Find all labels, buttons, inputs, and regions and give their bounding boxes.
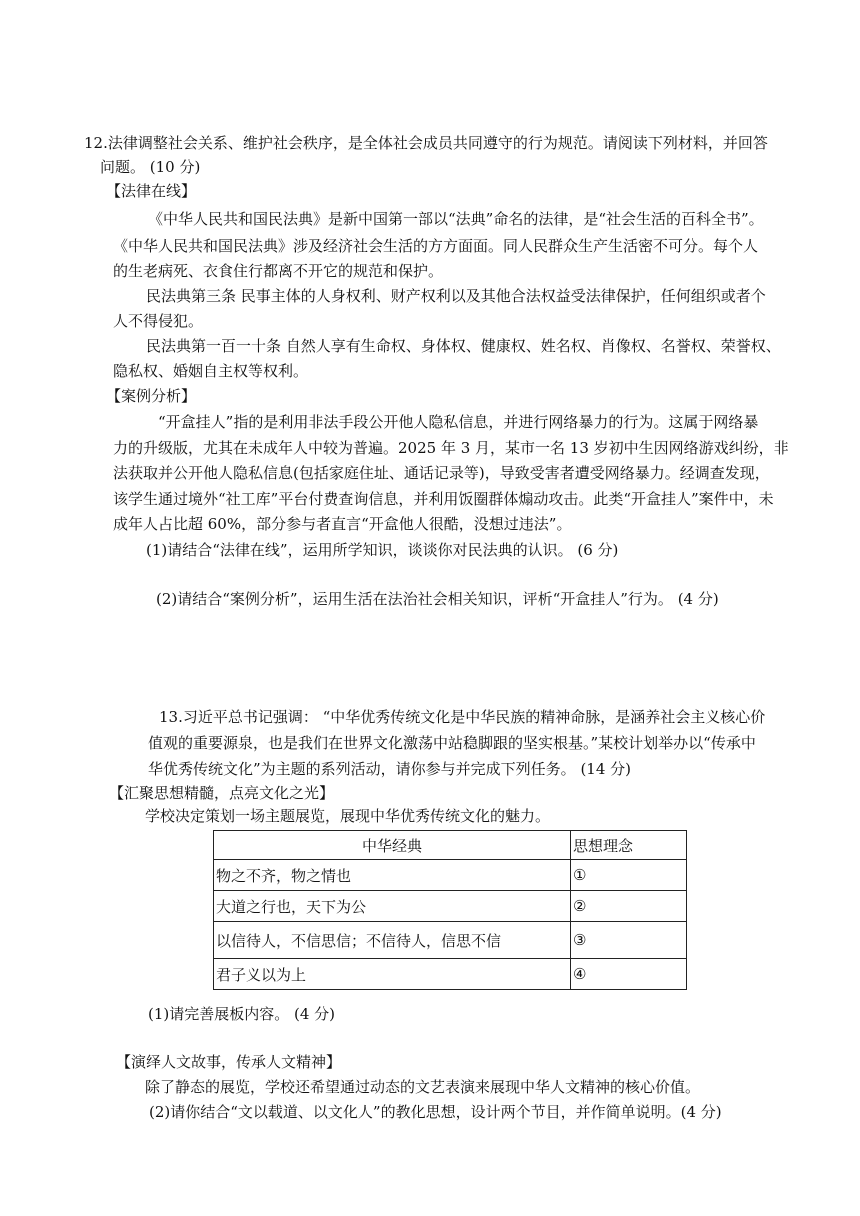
- q12-subquestion2: (2)请结合“案例分析”，运用生活在法治社会相关知识，评析“开盒挂人”行为。 (4 分): [156, 590, 719, 608]
- q12-case-line5: 成年人占比超 60%，部分参与者直言“开盒他人很酷，没想过违法”。: [113, 515, 572, 533]
- q12-paragraph1-line1: 《中华人民共和国民法典》是新中国第一部以“法典”命名的法律，是“社会生活的百科全书”。: [148, 210, 764, 228]
- q13-section-title-humanities: 【演绎人文故事，传承人文精神】: [116, 1053, 342, 1071]
- q12-section-title-law-online: 【法律在线】: [106, 182, 197, 200]
- table-cell-classic: 君子义以为上: [214, 959, 571, 990]
- table-cell-idea: ②: [571, 891, 687, 922]
- table-cell-classic: 以信待人，不信思信；不信待人，信思不信: [214, 922, 571, 959]
- q12-paragraph2-line2: 人不得侵犯。: [113, 312, 204, 330]
- table-cell-idea: ④: [571, 959, 687, 990]
- table-cell-idea: ①: [571, 860, 687, 891]
- q12-paragraph1-line3: 的生老病死、衣食住行都离不开它的规范和保护。: [113, 262, 444, 280]
- table-row: [214, 860, 687, 891]
- q12-stem-line1: 12.法律调整社会关系、维护社会秩序，是全体社会成员共同遵守的行为规范。请阅读下列材料，并回答: [84, 134, 768, 152]
- q12-stem-line2: 问题。 (10 分): [100, 158, 201, 176]
- q12-subquestion1: (1)请结合“法律在线”，运用所学知识，谈谈你对民法典的认识。 (6 分): [146, 541, 619, 559]
- table-cell-classic: 大道之行也，天下为公: [214, 891, 571, 922]
- q12-paragraph2-line1: 民法典第三条 民事主体的人身权利、财产权利以及其他合法权益受法律保护，任何组织或者个: [146, 287, 766, 305]
- table-header-idea: 思想理念: [571, 831, 687, 860]
- q13-subquestion2: (2)请你结合“文以载道、以文化人”的教化思想，设计两个节目，并作简单说明。(4 分): [149, 1103, 722, 1121]
- q12-case-line3: 法获取并公开他人隐私信息(包括家庭住址、通话记录等)，导致受害者遭受网络暴力。经调查发现，: [113, 464, 770, 482]
- q13-section2-intro: 除了静态的展览，学校还希望通过动态的文艺表演来展现中华人文精神的核心价值。: [145, 1078, 701, 1096]
- table-cell-classic: 物之不齐，物之情也: [214, 860, 571, 891]
- q13-stem-line1: 13.习近平总书记强调： “中华优秀传统文化是中华民族的精神命脉，是涵养社会主义核心价: [159, 708, 766, 726]
- q12-case-line1: “开盒挂人”指的是利用非法手段公开他人隐私信息，并进行网络暴力的行为。这属于网络暴: [158, 413, 759, 431]
- table-row: [214, 922, 687, 959]
- q12-case-line4: 该学生通过境外“社工库”平台付费查询信息，并利用饭圈群体煽动攻击。此类“开盒挂人”案件中，未: [113, 490, 774, 508]
- table-header-row: [214, 831, 687, 860]
- table-cell-idea: ③: [571, 922, 687, 959]
- q13-subquestion1: (1)请完善展板内容。 (4 分): [148, 1005, 336, 1023]
- q13-stem-line3: 华优秀传统文化”为主题的系列活动，请你参与并完成下列任务。 (14 分): [148, 760, 631, 778]
- q13-section-title-thoughts: 【汇聚思想精髓，点亮文化之光】: [109, 784, 335, 802]
- q12-paragraph3-line1: 民法典第一百一十条 自然人享有生命权、身体权、健康权、姓名权、肖像权、名誉权、荣誉权、: [146, 337, 781, 355]
- q12-paragraph1-line2: 《中华人民共和国民法典》涉及经济社会生活的方方面面。同人民群众生产生活密不可分。每个人: [113, 237, 759, 255]
- table-row: [214, 891, 687, 922]
- q12-case-line2: 力的升级版，尤其在未成年人中较为普遍。2025 年 3 月，某市一名 13 岁初中生因网络游戏纠纷，非: [113, 439, 789, 457]
- q13-section1-intro: 学校决定策划一场主题展览，展现中华优秀传统文化的魅力。: [145, 807, 551, 825]
- q12-section-title-case-analysis: 【案例分析】: [106, 387, 197, 405]
- classics-table: [213, 830, 687, 990]
- table-row: [214, 959, 687, 990]
- table-header-classic: 中华经典: [214, 831, 571, 860]
- q13-stem-line2: 值观的重要源泉，也是我们在世界文化激荡中站稳脚跟的坚实根基。”某校计划举办以“传承中: [148, 734, 756, 752]
- q12-paragraph3-line2: 隐私权、婚姻自主权等权利。: [113, 362, 309, 380]
